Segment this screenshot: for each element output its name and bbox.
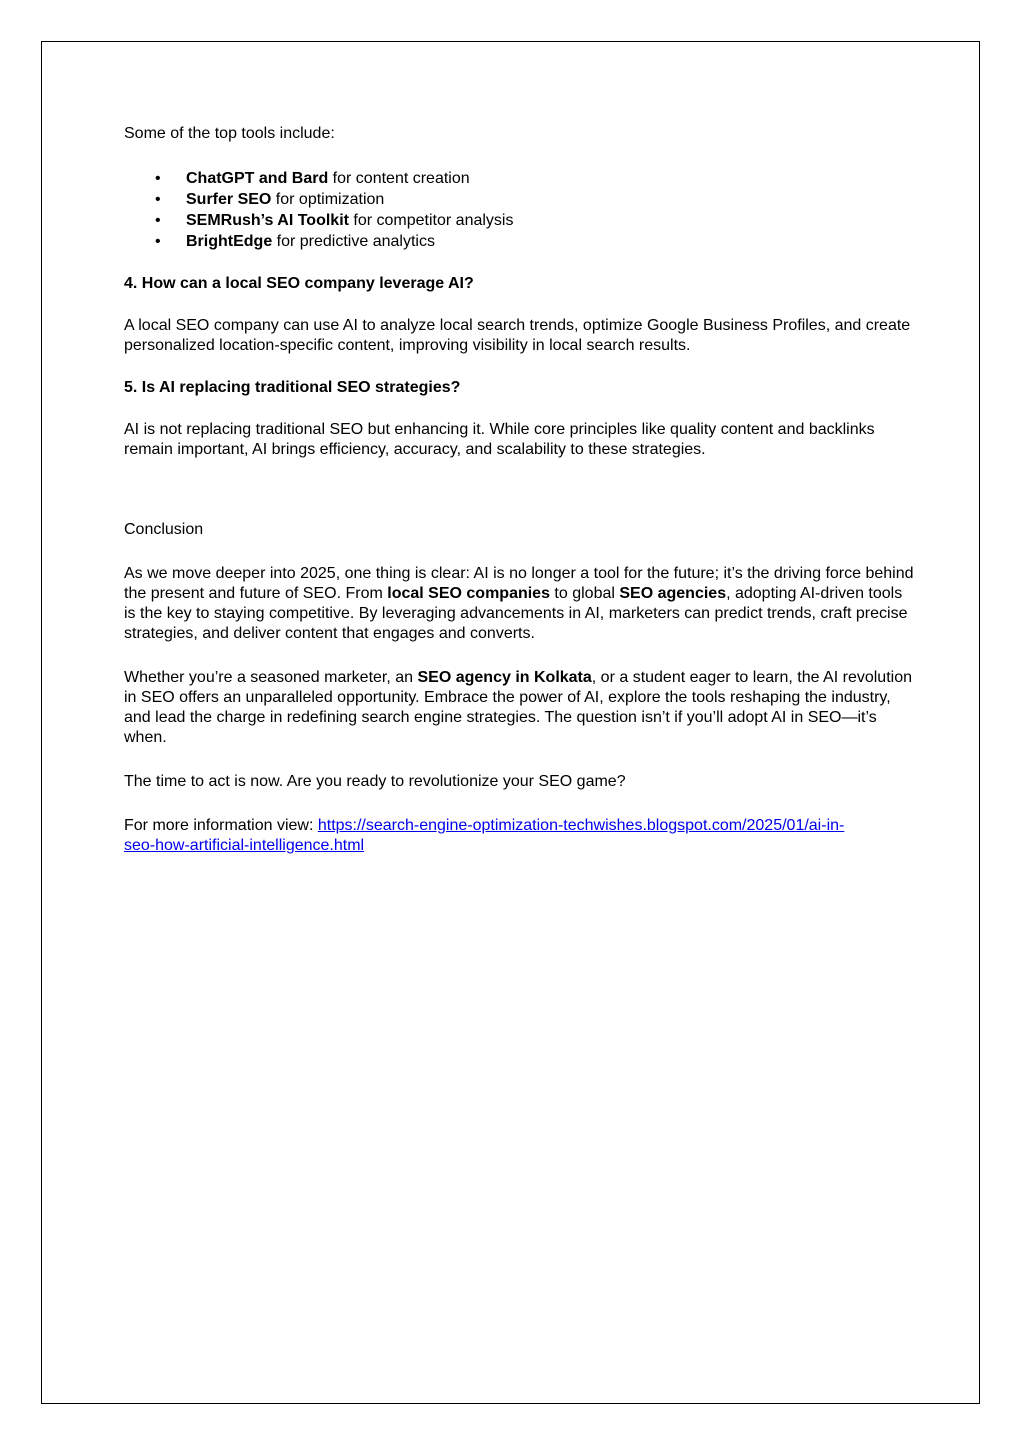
bullet-icon: • [155, 212, 161, 229]
faq-answer: AI is not replacing traditional SEO but enhancing it. While core principles like quality content and backlinks remain important, AI brings efficiency, accuracy, and scalability to these strategies. [124, 421, 875, 458]
text-run: Whether you’re a seasoned marketer, an [124, 669, 418, 686]
list-item [124, 189, 914, 210]
conclusion-paragraph [124, 564, 914, 644]
bold-phrase: SEO agency in Kolkata [417, 669, 592, 686]
tool-description: for content creation [328, 170, 470, 187]
more-info [124, 816, 914, 856]
document-body [124, 124, 914, 856]
link-line: seo-how-artificial-intelligence.html [124, 837, 365, 854]
tool-name: Surfer SEO [186, 191, 272, 208]
link-line: https://search-engine-optimization-techwishes.blogspot.com/2025/01/ai-in- [317, 817, 845, 834]
bullet-icon: • [155, 191, 161, 208]
call-to-action: The time to act is now. Are you ready to revolutionize your SEO game? [124, 773, 626, 790]
tools-intro: Some of the top tools include: [124, 125, 335, 142]
list-item [124, 168, 914, 189]
faq-answer: A local SEO company can use AI to analyze local search trends, optimize Google Business Profiles, and create personalized location-specific content, improving visibility in local search results. [124, 317, 911, 354]
tool-description: for predictive analytics [272, 233, 435, 250]
bold-phrase: SEO agencies [619, 585, 727, 602]
tools-list [124, 168, 914, 252]
list-item [124, 210, 914, 231]
bullet-icon: • [155, 233, 161, 250]
tool-name: SEMRush’s AI Toolkit [186, 212, 349, 229]
list-item [124, 231, 914, 252]
more-info-label: For more information view: [124, 817, 318, 834]
tool-description: for competitor analysis [348, 212, 514, 229]
text-run: to global [549, 585, 620, 602]
tool-name: ChatGPT and Bard [186, 170, 329, 187]
conclusion-paragraph [124, 668, 914, 748]
tool-name: BrightEdge [186, 233, 273, 250]
faq-question: 4. How can a local SEO company leverage AI? [124, 275, 474, 292]
bold-phrase: local SEO companies [387, 585, 550, 602]
text-run: , or a student eager to learn, the AI revolution in SEO offers an unparalleled opportunity. Embrace the power of AI, explore the tools reshaping the industry, and lead the charge in redefining search engine strategies. The question isn’t if you’ll adopt AI in SEO—it’s when. [124, 669, 912, 746]
faq-question: 5. Is AI replacing traditional SEO strategies? [124, 379, 461, 396]
text-run: As we move deeper into 2025, one thing is clear: AI is no longer a tool for the future; it’s the driving force behind the present and future of SEO. From [124, 565, 914, 602]
text-run: , adopting AI-driven tools is the key to staying competitive. By leveraging advancements in AI, marketers can predict trends, craft precise strategies, and deliver content that engages and converts. [124, 585, 908, 642]
bullet-icon: • [155, 170, 161, 187]
conclusion-heading: Conclusion [124, 521, 204, 538]
tool-description: for optimization [271, 191, 385, 208]
